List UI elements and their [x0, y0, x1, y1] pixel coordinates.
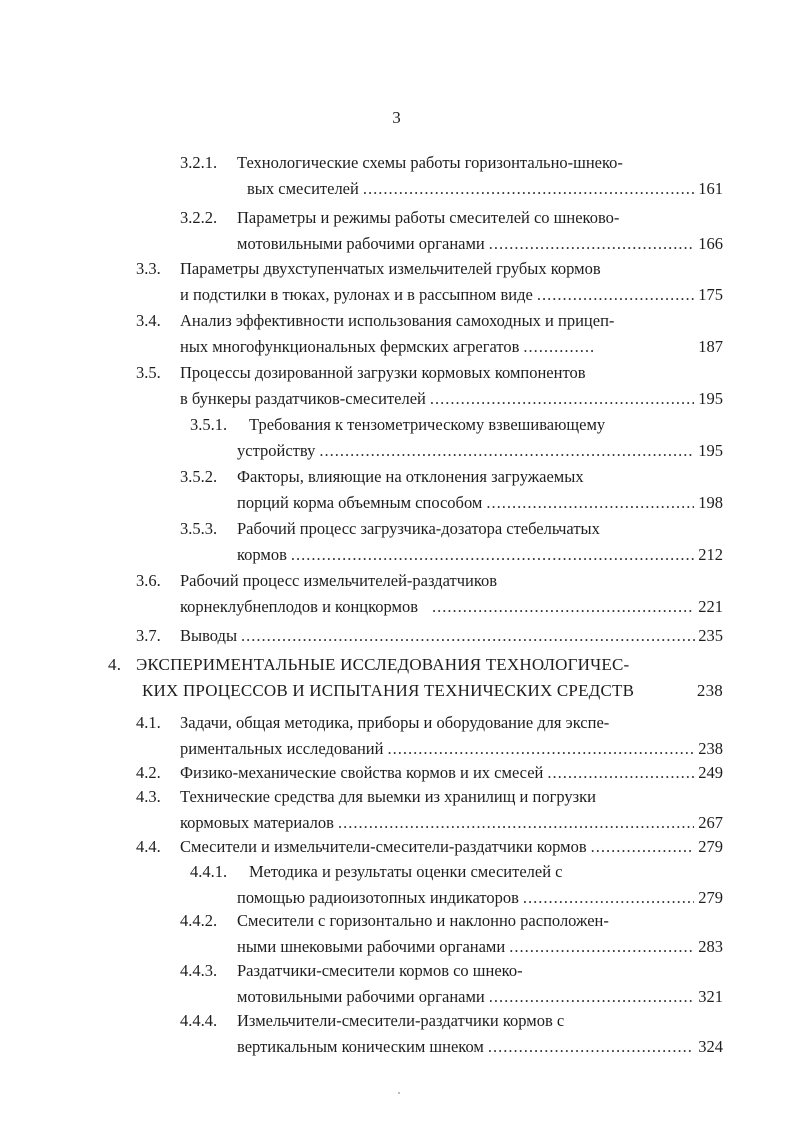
leader-dots: [432, 594, 694, 620]
page-ref: 238: [698, 739, 723, 758]
section-title-line1: Факторы, влияющие на отклонения загружаемых: [237, 467, 584, 486]
leader-dots: [489, 984, 695, 1010]
section-title-line2: устройству: [237, 441, 316, 460]
section-number: 4.4.1.: [190, 862, 228, 881]
page-ref: 235: [698, 626, 723, 645]
page-ref: 161: [698, 179, 723, 198]
leader-dots: [387, 736, 694, 762]
leader-dots: [523, 334, 593, 360]
section-title-line1: Технические средства для выемки из хранилищ и погрузки: [180, 787, 597, 806]
section-number: 3.5.3.: [180, 519, 218, 538]
section-title: Смесители и измельчители-смесители-раздатчики кормов: [180, 837, 587, 856]
section-number: 4.3.: [136, 787, 161, 806]
section-title-line1: Рабочий процесс загрузчика-дозатора стебельчатых: [237, 519, 600, 538]
section-number: 4.2.: [136, 763, 161, 782]
section-title-line1: Измельчители-смесители-раздатчики кормов с: [237, 1011, 565, 1030]
section-number: 3.3.: [136, 259, 161, 278]
section-number: 4.4.: [136, 837, 161, 856]
page-ref: 187: [698, 337, 723, 356]
leader-dots: [488, 1034, 694, 1060]
section-number: 4.4.3.: [180, 961, 218, 980]
section-title-line1: Задачи, общая методика, приборы и оборудование для экспе-: [180, 713, 610, 732]
section-title-line2: и подстилки в тюках, рулонах и в рассыпном виде: [180, 285, 533, 304]
section-title-line2: кормовых материалов: [180, 813, 334, 832]
leader-dots: [430, 386, 694, 412]
leader-dots: [591, 834, 695, 860]
section-title-line2: в бункеры раздатчиков-смесителей: [180, 389, 426, 408]
leader-dots: [363, 176, 694, 202]
section-title-line2: помощью радиоизотопных индикаторов: [237, 888, 519, 907]
section-title-line1: Рабочий процесс измельчителей-раздатчиков: [180, 571, 498, 590]
page-ref: 279: [698, 837, 723, 856]
section-number: 3.7.: [136, 626, 161, 645]
section-number: 3.2.1.: [180, 153, 218, 172]
page-ref: 166: [698, 234, 723, 253]
page-ref: 195: [698, 389, 723, 408]
page-number: 3: [392, 108, 401, 127]
leader-dots: [319, 438, 694, 464]
section-number: 4.4.4.: [180, 1011, 218, 1030]
section-number: 4.4.2.: [180, 911, 218, 930]
section-title-line1: Параметры и режимы работы смесителей со шнеково-: [237, 208, 620, 227]
section-title-line1: Процессы дозированной загрузки кормовых компонентов: [180, 363, 586, 382]
leader-dots: [291, 542, 694, 568]
page-ref: 175: [698, 285, 723, 304]
leader-dots: [547, 760, 694, 786]
section-title-line1: Требования к тензометрическому взвешивающему: [249, 415, 606, 434]
section-number: 3.5.: [136, 363, 161, 382]
leader-dots: [509, 934, 694, 960]
page-ref: 321: [698, 987, 723, 1006]
section-number: 3.6.: [136, 571, 161, 590]
section-title-line2: мотовильными рабочими органами: [237, 234, 485, 253]
section-title-line2: ными шнековыми рабочими органами: [237, 937, 506, 956]
section-title-line2: вых смесителей: [247, 179, 359, 198]
page-ref: 195: [698, 441, 723, 460]
page-ref: 238: [696, 681, 723, 700]
section-title-line2: вертикальным коническим шнеком: [237, 1037, 484, 1056]
chapter-title-line1: ЭКСПЕРИМЕНТАЛЬНЫЕ ИССЛЕДОВАНИЯ ТЕХНОЛОГИЧЕС-: [136, 655, 630, 674]
section-number: 4.1.: [136, 713, 161, 732]
section-title-line1: Методика и результаты оценки смесителей с: [249, 862, 563, 881]
section-title-line1: Параметры двухступенчатых измельчителей грубых кормов: [180, 259, 601, 278]
section-number: 3.2.2.: [180, 208, 218, 227]
section-title-line2: кормов: [237, 545, 287, 564]
leader-dots: [486, 490, 694, 516]
page-ref: 324: [698, 1037, 723, 1056]
page-ref: 267: [698, 813, 723, 832]
leader-dots: [241, 623, 698, 649]
section-number: 3.5.1.: [190, 415, 228, 434]
section-number: 3.4.: [136, 311, 161, 330]
section-title-line2: риментальных исследований: [180, 739, 384, 758]
section-title-line2: мотовильными рабочими органами: [237, 987, 485, 1006]
section-title-line2: корнеклубнеплодов и концкормов: [180, 597, 419, 616]
leader-dots: [338, 810, 694, 836]
section-title-line1: Технологические схемы работы горизонтально-шнеко-: [237, 153, 623, 172]
page-ref: 249: [698, 763, 723, 782]
section-title-line2: порций корма объемным способом: [237, 493, 483, 512]
chapter-number: 4.: [108, 655, 122, 674]
page-ref: 279: [698, 888, 723, 907]
section-title-line2: ных многофункциональных фермских агрегатов: [180, 337, 520, 356]
leader-dots: [537, 282, 694, 308]
section-title: Физико-механические свойства кормов и их смесей: [180, 763, 544, 782]
section-title: Выводы: [180, 626, 238, 645]
page-ref: 198: [698, 493, 723, 512]
chapter-title-line2: КИХ ПРОЦЕССОВ И ИСПЫТАНИЯ ТЕХНИЧЕСКИХ СРЕДСТВ: [142, 681, 635, 700]
page-ref: 212: [698, 545, 723, 564]
section-number: 3.5.2.: [180, 467, 218, 486]
page-ref: 283: [698, 937, 723, 956]
section-title-line1: Раздатчики-смесители кормов со шнеко-: [237, 961, 523, 980]
section-title-line1: Анализ эффективности использования самоходных и прицеп-: [180, 311, 615, 330]
page-ref: 221: [698, 597, 723, 616]
scan-speck: [398, 1092, 400, 1094]
section-title-line1: Смесители с горизонтально и наклонно расположен-: [237, 911, 609, 930]
leader-dots: [489, 231, 695, 257]
